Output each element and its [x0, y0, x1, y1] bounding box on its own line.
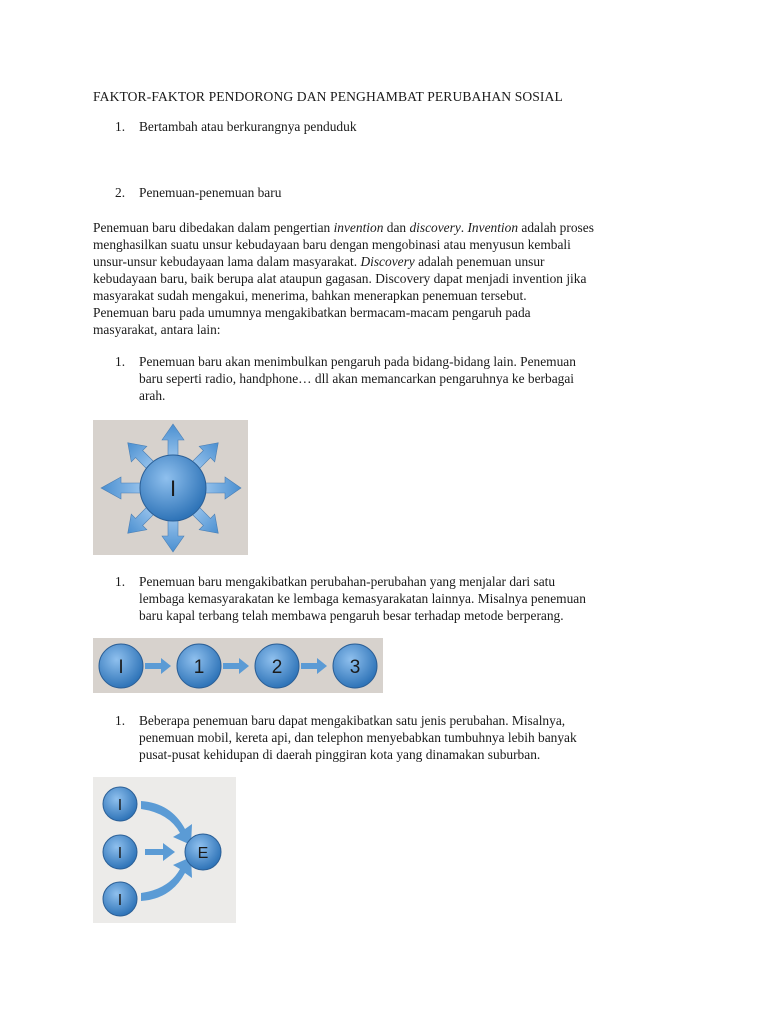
- center-label: I: [169, 476, 177, 501]
- effect-line: pusat-pusat kehidupan di daerah pinggiran kota yang dinamakan suburban.: [139, 747, 541, 762]
- paragraph-line: Penemuan baru pada umumnya mengakibatkan bermacam-macam pengaruh pada: [93, 305, 531, 320]
- diagram-chain: [93, 638, 383, 693]
- effect-line: Penemuan baru mengakibatkan perubahan-perubahan yang menjalar dari satu: [139, 574, 556, 589]
- list-text: Bertambah atau berkurangnya penduduk: [139, 119, 357, 134]
- text-run: .: [460, 220, 468, 235]
- paragraph-line: menghasilkan suatu unsur kebudayaan baru dengan mengobinasi atau menyusun kembali: [93, 237, 571, 252]
- list-number: 1.: [115, 354, 126, 369]
- list-number: 1.: [115, 574, 126, 589]
- list-text: Penemuan-penemuan baru: [139, 185, 282, 200]
- text-run: adalah penemuan unsur: [414, 254, 545, 269]
- list-number: 1.: [115, 119, 126, 134]
- text-run: adalah proses: [518, 220, 594, 235]
- text-run: Penemuan baru dibedakan dalam pengertian: [93, 220, 334, 235]
- input-label: I: [117, 845, 123, 862]
- diagram-radiate: [93, 420, 248, 555]
- chain-label: 3: [349, 657, 361, 678]
- paragraph-line: [93, 219, 693, 236]
- document-title: FAKTOR-FAKTOR PENDORONG DAN PENGHAMBAT PERUBAHAN SOSIAL: [93, 89, 563, 104]
- effect-line: Beberapa penemuan baru dapat mengakibatkan satu jenis perubahan. Misalnya,: [139, 713, 566, 728]
- paragraph-line: masyarakat sudah mengakui, menerima, bahkan menerapkan penemuan tersebut.: [93, 288, 527, 303]
- effect-line: arah.: [139, 388, 166, 403]
- effect-line: baru kapal terbang telah membawa pengaruh besar terhadap metode berperang.: [139, 608, 564, 623]
- body-paragraph: [93, 219, 693, 338]
- chain-label: 1: [193, 657, 205, 678]
- chain-label: 2: [271, 657, 283, 678]
- input-label: I: [117, 892, 123, 909]
- diagram-converge: [93, 777, 236, 923]
- paragraph-line: kebudayaan baru, baik berupa alat ataupun gagasan. Discovery dapat menjadi invention jika: [93, 271, 587, 286]
- italic-term: discovery: [409, 220, 461, 235]
- italic-term: Invention: [467, 220, 519, 235]
- italic-term: invention: [333, 220, 384, 235]
- list-number: 1.: [115, 713, 126, 728]
- list-item: [115, 184, 282, 201]
- text-run: dan: [383, 220, 410, 235]
- effect-line: lembaga kemasyarakatan ke lembaga kemasyarakatan lainnya. Misalnya penemuan: [139, 591, 586, 606]
- output-label: E: [197, 845, 209, 862]
- chain-label: I: [118, 657, 124, 678]
- paragraph-line: [93, 253, 693, 270]
- effect-line: Penemuan baru akan menimbulkan pengaruh pada bidang-bidang lain. Penemuan: [139, 354, 576, 369]
- paragraph-line: masyarakat, antara lain:: [93, 322, 221, 337]
- list-number: 2.: [115, 185, 126, 200]
- effect-line: penemuan mobil, kereta api, dan telephon menyebabkan tumbuhnya lebih banyak: [139, 730, 577, 745]
- italic-term: Discovery: [360, 254, 415, 269]
- effect-line: baru seperti radio, handphone… dll akan memancarkan pengaruhnya ke berbagai: [139, 371, 575, 386]
- text-run: unsur-unsur kebudayaan lama dalam masyarakat.: [93, 254, 361, 269]
- list-item: [115, 118, 357, 135]
- input-label: I: [117, 797, 123, 814]
